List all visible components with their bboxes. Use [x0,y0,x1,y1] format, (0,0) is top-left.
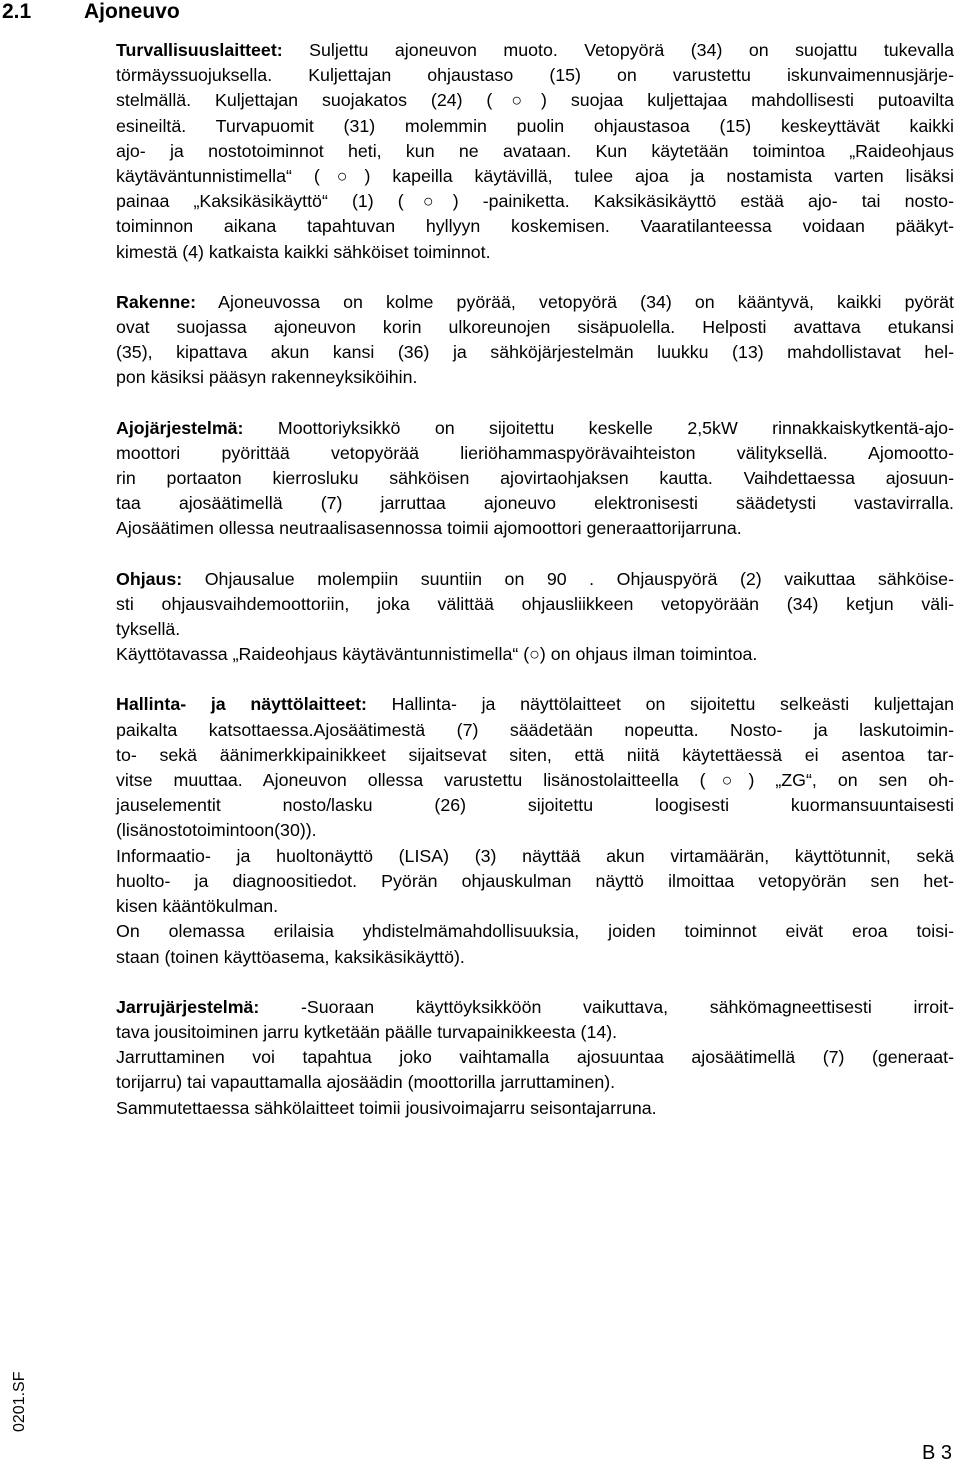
section-keyword: Turvallisuuslaitteet: [116,40,283,60]
text-line [116,945,954,970]
line-text: staan (toinen käyttöasema, kaksikäsikäyttö). [116,946,465,967]
text-line [116,441,954,466]
line-text: kisen kääntökulman. [116,896,279,917]
line-text: käytäväntunnistimella“ (○) kapeilla käytävillä, tulee ajoa ja nostamista varten lisäksi [116,166,954,187]
line-text: Moottoriyksikkö on sijoitettu keskelle 2,5kW rinnakkaiskytkentä-ajo- [243,417,954,438]
line-text: rin portaaton kierrosluku sähköisen ajovirtaohjaksen kautta. Vaihdettaessa ajosuun- [116,468,954,489]
text-line [116,38,954,63]
text-line [116,793,954,818]
text-line [116,466,954,491]
text-line [116,214,954,239]
line-text: (35), kipattava akun kansi (36) ja sähköjärjestelmän luukku (13) mahdollistavat hel- [116,342,954,363]
line-text: jauselementit nosto/lasku (26) sijoitettu loogisesti kuormansuuntaisesti [116,795,954,816]
text-line [116,642,954,667]
text-line [116,592,954,617]
line-text: On olemassa erilaisia yhdistelmämahdollisuuksia, joiden toiminnot eivät eroa toisi- [116,921,954,942]
text-line [116,818,954,843]
line-text: ovat suojassa ajoneuvon korin ulkoreunojen sisäpuolella. Helposti avattava etukansi [116,317,954,338]
page-number: B 3 [921,1442,952,1464]
text-line [116,869,954,894]
line-text: Suljettu ajoneuvon muoto. Vetopyörä (34) on suojattu tukevalla [282,40,954,60]
text-line [116,1096,954,1121]
text-line [116,617,954,642]
text-line [116,844,954,869]
line-text: vitse muuttaa. Ajoneuvon ollessa varustettu lisänostolaitteella (○) „ZG“, on sen oh- [116,770,954,791]
text-line [116,240,954,265]
text-line [116,290,954,315]
text-line [116,743,954,768]
line-text: Hallinta- ja näyttölaitteet on sijoitettu selkeästi kuljettajan [366,694,954,715]
line-text: to- sekä äänimerkkipainikkeet sijaitsevat siten, että niitä käytettäessä ei asentoa tar- [116,744,954,765]
line-text: Jarruttaminen voi tapahtua joko vaihtamalla ajosuuntaa ajosäätimellä (7) (generaat- [116,1047,954,1068]
line-text: -Suoraan käyttöyksikköön vaikuttava, sähkömagneettisesti irroit- [259,996,954,1017]
text-line [116,416,954,441]
text-line [116,1020,954,1045]
line-text: esineiltä. Turvapuomit (31) molemmin puolin ohjaustasoa (15) keskeyttävät kaikki [116,115,954,136]
text-line [116,88,954,113]
line-text: toiminnon aikana tapahtuvan hyllyyn koskemisen. Vaaratilanteessa voidaan pääkyt- [116,216,954,237]
text-line [116,164,954,189]
paragraph [116,38,954,265]
line-text: Ajoneuvossa on kolme pyörää, vetopyörä (34) on kääntyvä, kaikki pyörät [196,291,954,312]
line-text: sti ohjausvaihdemoottoriin, joka välittää ohjausliikkeen vetopyörään (34) ketjun väli- [116,593,954,614]
line-text: torijarru) tai vapauttamalla ajosäädin (moottorilla jarruttaminen). [116,1072,616,1093]
text-line [116,1070,954,1095]
text-line [116,189,954,214]
paragraph [116,416,954,542]
text-line [116,340,954,365]
text-line [116,63,954,88]
line-text: ajo- ja nostotoiminnot heti, kun ne avataan. Kun käytetään toimintoa „Raideohjaus [116,140,954,161]
section-keyword: Jarrujärjestelmä: [116,996,260,1017]
line-text: törmäyssuojuksella. Kuljettajan ohjaustaso (15) on varustettu iskunvaimennusjärje- [116,65,954,86]
section-keyword: Ajojärjestelmä: [116,417,244,438]
text-line [116,1045,954,1070]
line-text: Informaatio- ja huoltonäyttö (LISA) (3) näyttää akun virtamäärän, käyttötunnit, sekä [116,845,954,866]
line-text: Ohjausalue molempiin suuntiin on 90 . Ohjauspyörä (2) vaikuttaa sähköise- [182,568,954,589]
line-text: tava jousitoiminen jarru kytketään päälle turvapainikkeesta (14). [116,1021,618,1042]
text-line [116,139,954,164]
line-text: painaa „Kaksikäsikäyttö“ (1) (○) -painiketta. Kaksikäsikäyttö estää ajo- tai nosto- [116,191,954,212]
text-line [116,718,954,743]
line-text: kimestä (4) katkaista kaikki sähköiset toiminnot. [116,241,491,262]
section-keyword: Rakenne: [116,291,197,312]
section-keyword: Hallinta- ja näyttölaitteet: [116,694,367,715]
paragraph [116,692,954,969]
line-text: paikalta katsottaessa.Ajosäätimestä (7) säädetään nopeutta. Nosto- ja laskutoimin- [116,719,954,740]
section-title: Ajoneuvo [84,0,180,23]
text-line [116,567,954,592]
text-line [116,894,954,919]
line-text: Ajosäätimen ollessa neutraalisasennossa toimii ajomoottori generaattorijarruna. [116,518,742,539]
text-line [116,114,954,139]
paragraph [116,290,954,391]
document-body [116,38,954,1146]
text-line [116,768,954,793]
text-line [116,315,954,340]
line-text: pon käsiksi pääsyn rakenneyksiköihin. [116,367,418,388]
section-keyword: Ohjaus: [116,568,183,589]
line-text: Sammutettaessa sähkölaitteet toimii jousivoimajarru seisontajarruna. [116,1097,657,1118]
document-code: 0201.SF [11,1371,28,1432]
line-text: stelmällä. Kuljettajan suojakatos (24) (○) suojaa kuljettajaa mahdollisesti putoavilta [116,90,954,111]
paragraph [116,995,954,1121]
line-text: tyksellä. [116,619,181,640]
text-line [116,995,954,1020]
text-line [116,516,954,541]
section-number: 2.1 [2,0,32,23]
line-text: (lisänostotoimintoon(30)). [116,820,317,841]
section-heading [0,0,180,24]
text-line [116,919,954,944]
paragraph [116,567,954,668]
line-text: taa ajosäätimellä (7) jarruttaa ajoneuvo elektronisesti säädetysti vastavirralla. [116,493,954,514]
line-text: huolto- ja diagnoositiedot. Pyörän ohjauskulman näyttö ilmoittaa vetopyörän sen het- [116,870,954,891]
line-text: Käyttötavassa „Raideohjaus käytäväntunnistimella“ (○) on ohjaus ilman toimintoa. [116,644,758,665]
text-line [116,491,954,516]
text-line [116,365,954,390]
line-text: moottori pyörittää vetopyörää lieriöhammaspyörävaihteiston välityksellä. Ajomootto- [116,442,954,463]
text-line [116,692,954,717]
